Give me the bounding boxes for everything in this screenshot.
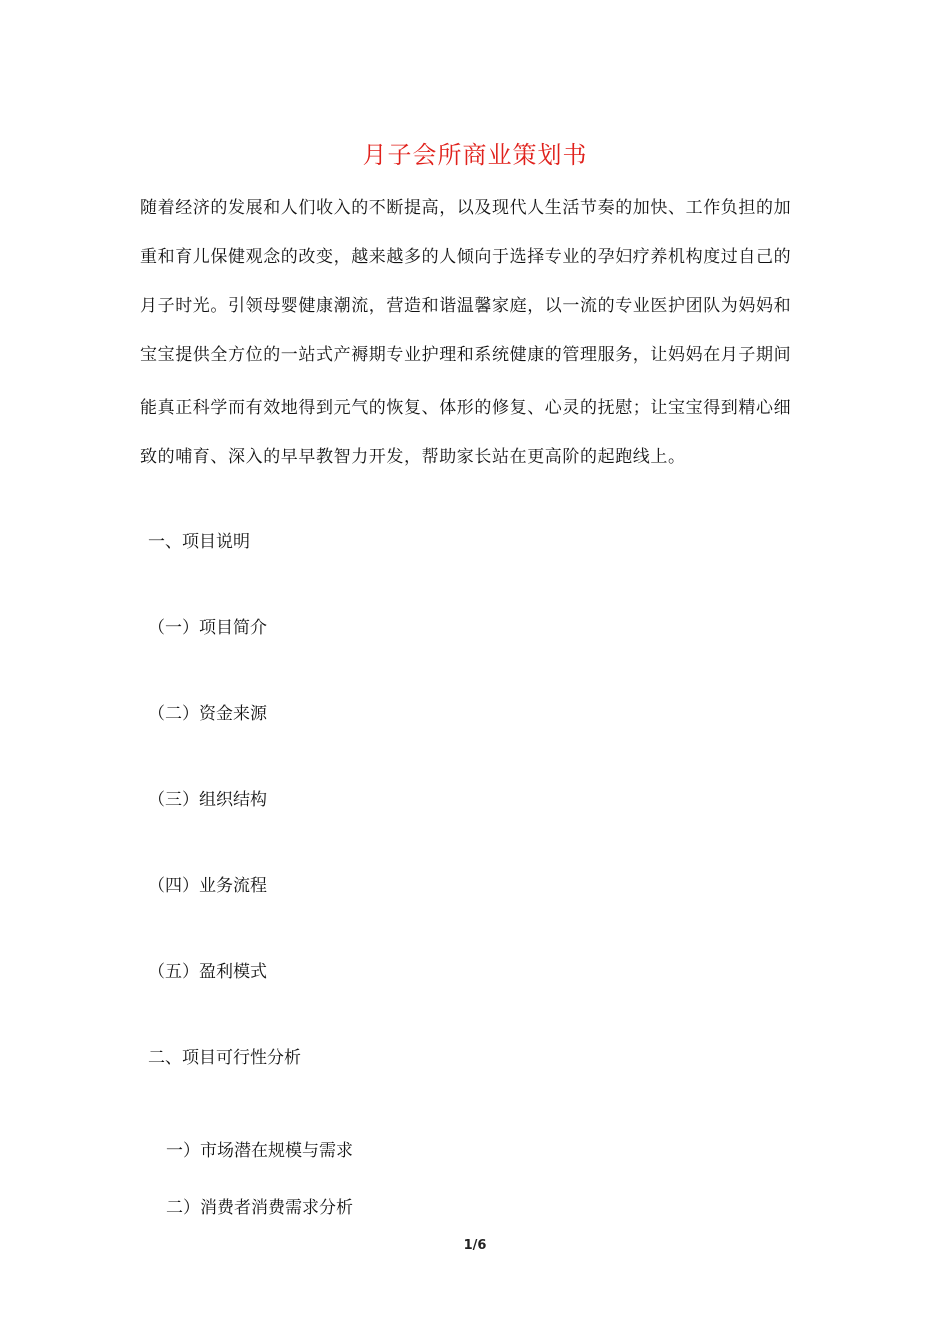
section-heading-2: 二、项目可行性分析: [148, 1048, 301, 1068]
intro-line-2: 重和育儿保健观念的改变，越来越多的人倾向于选择专业的孕妇疗养机构度过自己的: [140, 247, 792, 267]
intro-line-6: 致的哺育、深入的早早教智力开发，帮助家长站在更高阶的起跑线上。: [140, 447, 686, 467]
section1-item-1: （一）项目简介: [148, 618, 267, 638]
section1-item-2: （二）资金来源: [148, 704, 267, 724]
intro-line-1: 随着经济的发展和人们收入的不断提高，以及现代人生活节奏的加快、工作负担的加: [140, 198, 792, 218]
intro-line-4: 宝宝提供全方位的一站式产褥期专业护理和系统健康的管理服务，让妈妈在月子期间: [140, 345, 792, 365]
section1-item-3: （三）组织结构: [148, 790, 267, 810]
document-title: 月子会所商业策划书: [362, 141, 588, 169]
section2-item-1: 一）市场潜在规模与需求: [166, 1141, 353, 1161]
intro-line-3: 月子时光。引领母婴健康潮流，营造和谐温馨家庭，以一流的专业医护团队为妈妈和: [140, 296, 792, 316]
section1-item-5: （五）盈利模式: [148, 962, 267, 982]
page-number: 1/6: [463, 1238, 487, 1253]
section2-item-2: 二）消费者消费需求分析: [166, 1198, 353, 1218]
section-heading-1: 一、项目说明: [148, 532, 250, 552]
section1-item-4: （四）业务流程: [148, 876, 267, 896]
intro-line-5: 能真正科学而有效地得到元气的恢复、体形的修复、心灵的抚慰；让宝宝得到精心细: [140, 398, 792, 418]
